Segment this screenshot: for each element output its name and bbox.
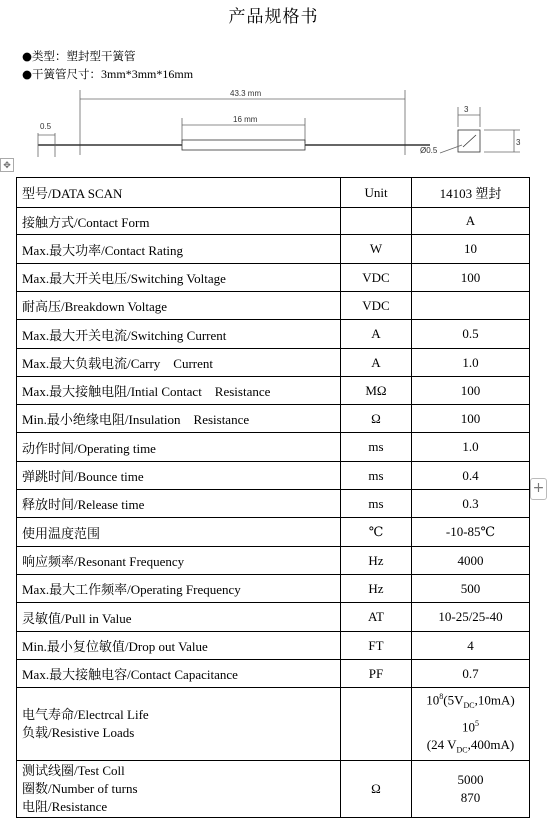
cell-param: Max.最大接触电容/Contact Capacitance bbox=[17, 660, 341, 688]
header-param: 型号/DATA SCAN bbox=[17, 178, 341, 208]
spec-type bbox=[22, 48, 136, 64]
cell-coil-unit: Ω bbox=[341, 760, 412, 817]
table-row bbox=[17, 632, 530, 660]
cell-param: 耐高压/Breakdown Voltage bbox=[17, 292, 341, 320]
life-param-1: 电气寿命/Electrcal Life bbox=[22, 706, 149, 722]
cell-value: 10 bbox=[412, 235, 530, 264]
cell-value: -10-85℃ bbox=[412, 518, 530, 547]
cell-unit: Hz bbox=[341, 575, 412, 603]
table-row bbox=[17, 264, 530, 292]
table-row bbox=[17, 208, 530, 235]
cell-param: 接触方式/Contact Form bbox=[17, 208, 341, 235]
table-row bbox=[17, 603, 530, 632]
table-row bbox=[17, 575, 530, 603]
table-row bbox=[17, 405, 530, 433]
cell-unit: VDC bbox=[341, 292, 412, 320]
cell-unit: A bbox=[341, 320, 412, 349]
table-row bbox=[17, 349, 530, 377]
table-row bbox=[17, 462, 530, 490]
coil-param-3: 电阻/Resistance bbox=[22, 798, 108, 814]
lead-label: 0.5 bbox=[40, 122, 52, 131]
cell-value: 1.0 bbox=[412, 349, 530, 377]
cell-param: 使用温度范围 bbox=[17, 518, 341, 547]
cell-param: 弹跳时间/Bounce time bbox=[17, 462, 341, 490]
cell-life-param bbox=[17, 688, 341, 761]
side2-label: 3 bbox=[516, 138, 521, 147]
coil-param-1: 测试线圈/Test Coll bbox=[22, 762, 125, 778]
table-row-life bbox=[17, 688, 530, 761]
table-row bbox=[17, 518, 530, 547]
cell-value: 4 bbox=[412, 632, 530, 660]
table-row bbox=[17, 292, 530, 320]
cell-unit: ms bbox=[341, 462, 412, 490]
cell-unit bbox=[341, 208, 412, 235]
spec-type-value: 塑封型干簧管 bbox=[66, 49, 136, 63]
cell-param: Max.最大功率/Contact Rating bbox=[17, 235, 341, 264]
coil-value-1: 5000 bbox=[457, 771, 484, 787]
table-row bbox=[17, 660, 530, 688]
cell-value: 0.3 bbox=[412, 490, 530, 518]
cell-unit: ms bbox=[341, 433, 412, 462]
cell-value: 100 bbox=[412, 264, 530, 292]
cell-param: 动作时间/Operating time bbox=[17, 433, 341, 462]
cell-value: 100 bbox=[412, 377, 530, 405]
cell-param: Max.最大负载电流/Carry Current bbox=[17, 349, 341, 377]
table-row bbox=[17, 490, 530, 518]
side-label: 3 bbox=[464, 105, 469, 114]
cell-value: 500 bbox=[412, 575, 530, 603]
cell-unit: FT bbox=[341, 632, 412, 660]
life-value-3: (24 $V_{DC},400mA$) bbox=[426, 737, 515, 755]
reed-switch-dimension-diagram bbox=[0, 85, 547, 173]
cell-param: Max.最大开关电压/Switching Voltage bbox=[17, 264, 341, 292]
life-value-2: $10^5$ bbox=[462, 718, 479, 735]
cell-value: 0.4 bbox=[412, 462, 530, 490]
add-column-icon[interactable]: + bbox=[530, 478, 547, 500]
cell-param: 响应频率/Resonant Frequency bbox=[17, 547, 341, 575]
cell-param: Max.最大工作频率/Operating Frequency bbox=[17, 575, 341, 603]
page-title: 产品规格书 bbox=[228, 7, 319, 27]
table-row bbox=[17, 320, 530, 349]
total-length-label: 43.3 mm bbox=[230, 89, 262, 98]
cell-value: 4000 bbox=[412, 547, 530, 575]
coil-value-2: 870 bbox=[460, 789, 481, 805]
cell-param: Max.最大开关电流/Switching Current bbox=[17, 320, 341, 349]
cell-unit: ℃ bbox=[341, 518, 412, 547]
life-value-1: $10^8(5V_{DC},10mA)$ bbox=[426, 692, 515, 710]
cell-param: Min.最小复位敏值/Drop out Value bbox=[17, 632, 341, 660]
cell-unit: W bbox=[341, 235, 412, 264]
cell-value: 0.5 bbox=[412, 320, 530, 349]
table-row bbox=[17, 377, 530, 405]
spec-table bbox=[16, 177, 530, 818]
cell-unit: AT bbox=[341, 603, 412, 632]
cell-unit: PF bbox=[341, 660, 412, 688]
cell-param: Max.最大接触电阻/Intial Contact Resistance bbox=[17, 377, 341, 405]
table-row bbox=[17, 433, 530, 462]
cell-coil-value bbox=[412, 760, 530, 817]
cell-param: 释放时间/Release time bbox=[17, 490, 341, 518]
cell-value: A bbox=[412, 208, 530, 235]
cell-param: Min.最小绝缘电阻/Insulation Resistance bbox=[17, 405, 341, 433]
spec-size bbox=[22, 66, 193, 82]
cell-value bbox=[412, 292, 530, 320]
table-row bbox=[17, 235, 530, 264]
cell-life-unit bbox=[341, 688, 412, 761]
header-value: 14103 塑封 bbox=[412, 178, 530, 208]
table-row bbox=[17, 547, 530, 575]
cell-unit: ms bbox=[341, 490, 412, 518]
cell-value: 10-25/25-40 bbox=[412, 603, 530, 632]
spec-size-value: 3mm*3mm*16mm bbox=[101, 67, 194, 81]
table-header-row bbox=[17, 178, 530, 208]
cell-value: 0.7 bbox=[412, 660, 530, 688]
cell-coil-param bbox=[17, 760, 341, 817]
spec-size-label: ●干簧管尺寸： bbox=[22, 67, 102, 81]
cell-value: 1.0 bbox=[412, 433, 530, 462]
table-move-icon[interactable]: ✥ bbox=[0, 158, 14, 172]
coil-param-2: 圈数/Number of turns bbox=[22, 780, 138, 796]
header-unit: Unit bbox=[341, 178, 412, 208]
life-param-2: 负载/Resistive Loads bbox=[22, 724, 135, 740]
cell-value: 100 bbox=[412, 405, 530, 433]
cell-unit: VDC bbox=[341, 264, 412, 292]
table-row-coil bbox=[17, 760, 530, 817]
cell-param: 灵敏值/Pull in Value bbox=[17, 603, 341, 632]
cell-unit: Hz bbox=[341, 547, 412, 575]
diameter-label: Ø0.5 bbox=[420, 146, 438, 155]
cell-unit: Ω bbox=[341, 405, 412, 433]
spec-type-label: ●类型： bbox=[22, 49, 67, 63]
cell-unit: A bbox=[341, 349, 412, 377]
cell-life-value bbox=[412, 688, 530, 761]
cell-unit: MΩ bbox=[341, 377, 412, 405]
body-length-label: 16 mm bbox=[233, 115, 258, 124]
